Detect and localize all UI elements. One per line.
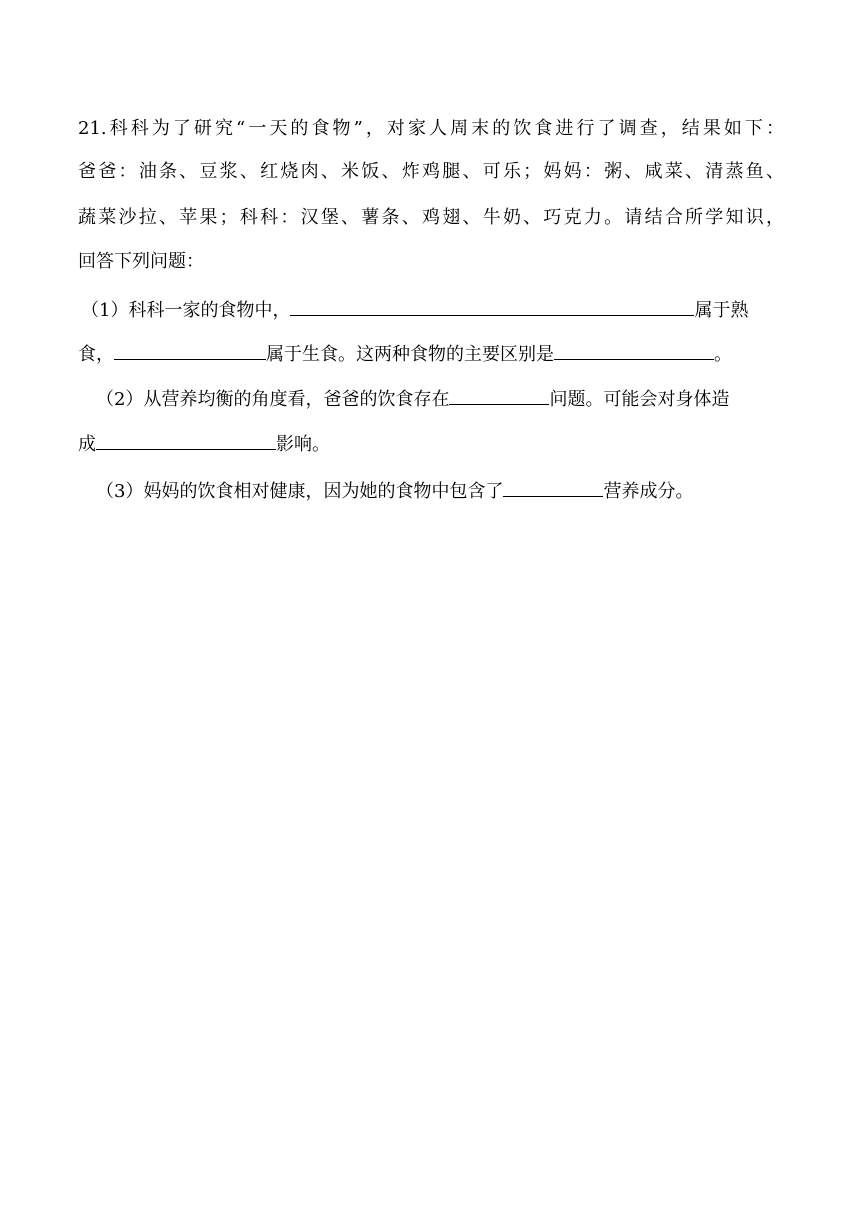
part2-suffix: 问题。可能会对身体造: [549, 389, 730, 410]
question-intro-line-2: [78, 160, 784, 184]
part2-blank-problem[interactable]: [449, 385, 549, 405]
part2-line-2: [78, 430, 784, 454]
intro-text-4: 回答下列问题：: [78, 251, 204, 272]
part2-line2-suffix: 影响。: [276, 434, 330, 455]
part1-line2-suffix: 。: [714, 344, 732, 365]
part1-blank-raw[interactable]: [114, 340, 266, 360]
question-number: 21.: [78, 118, 107, 139]
part3-blank-nutrients[interactable]: [503, 477, 603, 497]
part1-blank-cooked[interactable]: [290, 296, 694, 316]
part2-blank-effect[interactable]: [96, 430, 276, 450]
part2-line-1: [96, 385, 784, 409]
part1-prefix: （1）科科一家的食物中，: [81, 300, 291, 321]
part3-line: [96, 477, 784, 501]
part1-line-1: [81, 296, 784, 320]
part2-prefix: （2）从营养均衡的角度看，爸爸的饮食存在: [96, 389, 450, 410]
part1-blank-difference[interactable]: [554, 340, 714, 360]
question-intro-line-3: [78, 206, 784, 230]
part1-line2-prefix: 食，: [78, 344, 114, 365]
part1-suffix: 属于熟: [694, 300, 749, 321]
part1-line-2: [78, 340, 784, 364]
part1-line2-middle: 属于生食。这两种食物的主要区别是: [266, 344, 554, 365]
part2-line2-prefix: 成: [78, 434, 96, 455]
intro-text-3: 蔬菜沙拉、苹果；科科：汉堡、薯条、鸡翅、牛奶、巧克力。请结合所学知识，: [78, 207, 784, 228]
part3-suffix: 营养成分。: [603, 481, 694, 502]
question-intro-line-1: [78, 117, 784, 141]
part3-prefix: （3）妈妈的饮食相对健康，因为她的食物中包含了: [96, 481, 504, 502]
question-intro-line-4: [78, 250, 784, 274]
intro-text-2: 爸爸：油条、豆浆、红烧肉、米饭、炸鸡腿、可乐；妈妈：粥、咸菜、清蒸鱼、: [78, 161, 784, 182]
intro-text-1: 科科为了研究“一天的食物”，对家人周末的饮食进行了调查，结果如下：: [106, 118, 784, 139]
